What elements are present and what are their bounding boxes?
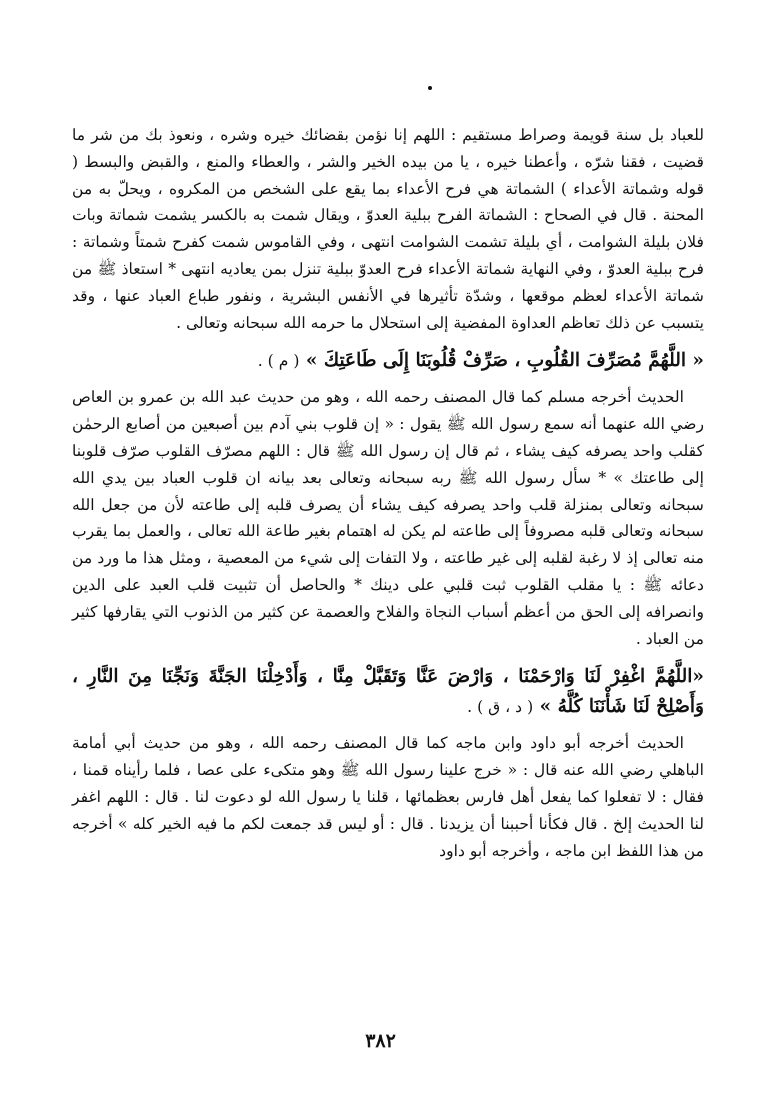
paragraph-3: الحديث أخرجه أبو داود وابن ماجه كما قال المصنف رحمه الله ، وهو من حديث أبي أمامة الباهلي رضي الله عنه قال : « خرج علينا رسول الله ﷺ وهو متكىء على عصا ، فلما رأيناه قمنا ، فقال : لا تفعلوا كما يفعل أهل فارس بعظمائها ، قلنا يا رسول الله لو دعوت لنا . قال : اللهم اغفر لنا الحديث إلخ . قال فكأنا أحببنا أن يزيدنا . قال : أو ليس قد جمعت لكم ما فيه الخير كله » أخرجه من هذا اللفظ ابن ماجه ، وأخرجه أبو داود — [72, 734, 704, 860]
page-body — [72, 122, 704, 864]
paragraph-2: الحديث أخرجه مسلم كما قال المصنف رحمه الله ، وهو من حديث عبد الله بن عمرو بن العاص رضي الله عنهما أنه سمع رسول الله ﷺ يقول : « إن قلوب بني آدم بين أصبعين من أصابع الرحمٰن كقلب واحد يصرفه كيف يشاء ، ثم قال إن رسول الله ﷺ قال : اللهم مصرّف القلوب صرّف قلوبنا إلى طاعتك » * سأل رسول الله ﷺ ربه سبحانه وتعالى بعد بيانه ان قلوب العباد بين يدي الله سبحانه وتعالى بمنزلة قلب واحد يصرفه كيف يشاء أن يصرف قلبه إلى طاعته لأن من جعل الله سبحانه وتعالى قلبه مصروفاً إلى طاعته لم يكن له اهتمام بغير طاعة الله تعالى ، والعمل بما يقرب منه تعالى إذ لا رغبة لقلبه إلى غير طاعته ، ولا التفات إلى شيء من المعصية ، ومثل هذا ما ورد من دعائه ﷺ : يا مقلب القلوب ثبت قلبي على دينك * والحاصل أن تثبيت قلب العبد على الدين وانصرافه إلى الحق من أعظم أسباب النجاة والفلاح والعصمة عن كثير من الذنوب التي يقارفها كثير من العباد . — [72, 388, 704, 648]
paragraph-1: للعباد بل سنة قويمة وصراط مستقيم : اللهم إنا نؤمن بقضائك خيره وشره ، ونعوذ بك من شر ما قضيت ، فقنا شرّه ، وأعطنا خيره ، يا من بيده الخير والشر ، والعطاء والمنع ، والقبض والبسط ( قوله وشماتة الأعداء ) الشماتة هي فرح الأعداء بما يقع على الشخص من المكروه ، ويحلّ به من المحنة . قال في الصحاح : الشماتة الفرح ببلية العدوّ ، ويقال شمت به بالكسر يشمت شماتة وبات فلان بليلة الشوامت ، أي بليلة تشمت الشوامت انتهى ، وفي القاموس شمت كفرح شمتاً وشماتة : فرح ببلية العدوّ ، وفي النهاية شماتة الأعداء فرح العدوّ ببلية تنزل بمن يعاديه انتهى * استعاذ ﷺ من شماتة الأعداء لعظم موقعها ، وشدّة تأثيرها في الأنفس البشرية ، ونفور طباع العباد عنها ، وقد يتسبب عن ذلك تعاظم العداوة المفضية إلى استحلال ما حرمه الله سبحانه وتعالى . — [72, 126, 704, 332]
top-dot-mark — [428, 86, 432, 90]
page-number: ٣٨٢ — [365, 1030, 396, 1052]
dua-2-reference: ( د ، ق ) . — [467, 698, 534, 717]
dua-1-text: « اللَّهُمَّ مُصَرِّفَ القُلُوبِ ، صَرِّفْ قُلُوبَنَا إِلَى طَاعَتِكَ » — [305, 350, 704, 372]
dua-1-reference: ( م ) . — [257, 352, 300, 371]
dua-1 — [72, 346, 704, 376]
dua-2 — [72, 662, 704, 722]
dua-2-text: «اللَّهُمَّ اغْفِرْ لَنَا وَارْحَمْنَا ، وَارْضَ عَنَّا وَتَقَبَّلْ مِنَّا ، وَأَدْخِلْنَا الجَنَّةَ وَنَجِّنَا مِنَ النَّارِ ، وَأَصْلِحْ لَنَا شَأْنَنَا كُلَّهُ » — [72, 666, 704, 718]
